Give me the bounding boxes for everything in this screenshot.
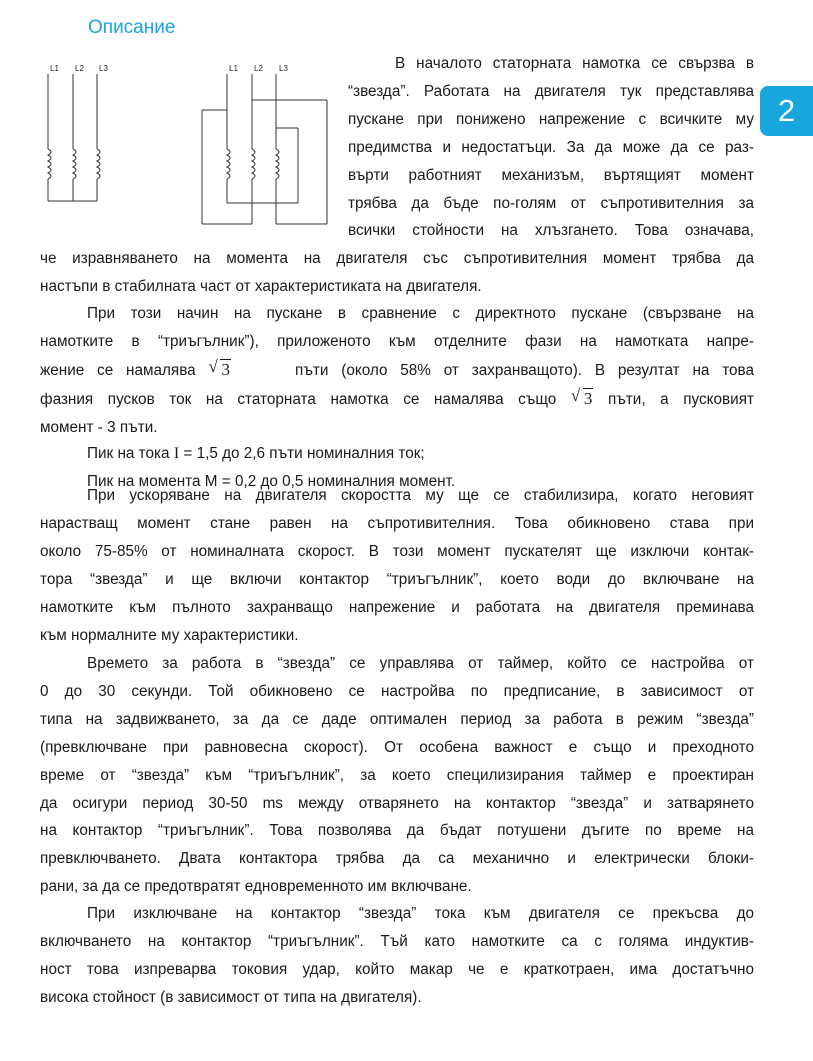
- text-line: “звезда”. Работата на двигателя тук представлява: [348, 82, 754, 100]
- text-line: че изравняването на момента на двигателя със съпротивителния момент трябва да: [40, 250, 754, 267]
- right-label-l1: L1: [229, 64, 238, 73]
- text-line: предимства и недостатъци. За да може да се раз-: [348, 138, 754, 156]
- text-line: да осигури период 30-50 ms между отварянето на контактор “звезда” и затварянето: [40, 794, 754, 812]
- text-line: ност това изпреварва токовия удар, който макар че е краткотраен, има достатъчно: [40, 960, 754, 978]
- sqrt-formula: √ 3: [208, 356, 230, 379]
- paragraph-4: [40, 650, 754, 901]
- text-line: време от “звезда” към “триъгълник”, за което специлизирания таймер е проектиран: [40, 766, 754, 784]
- text-line: към нормалните му характеристики.: [40, 626, 299, 644]
- text-line: върти работният механизъм, въртящият момент: [348, 166, 754, 184]
- text-line: При ускоряване на двигателя скоростта му ще се стабилизира, когато неговият: [87, 487, 754, 504]
- left-label-l3: L3: [99, 64, 108, 73]
- paragraph-3: [40, 482, 754, 649]
- text-line: При изключване на контактор “звезда” тока към двигателя се прекъсва до: [87, 905, 754, 922]
- sqrt-value: 3: [583, 388, 593, 408]
- text-line: Времето за работа в “звезда” се управлява от таймер, който се настройва от: [87, 655, 754, 672]
- paragraph-1-rest: [40, 245, 754, 301]
- text-line: трябва да бъде по-голям от съпротивителния за: [348, 194, 754, 212]
- text-segment: фазния пусков ток на статорната намотка се намалява също: [40, 390, 557, 408]
- text-segment: жение се намалява: [40, 361, 196, 379]
- chapter-tab: 2: [760, 86, 813, 136]
- text-line: рани, за да се предотвратят едновременното им включване.: [40, 878, 472, 896]
- text-line: намотките към пълното захранващо напрежение и работата на двигателя преминава: [40, 598, 754, 616]
- text-line: превключването. Двата контактора трябва да са механично и електрически блоки-: [40, 850, 754, 868]
- text-line: на контактор “триъгълник”. Това позволява да бъдат потушени дъгите по време на: [40, 822, 754, 840]
- text-line: При този начин на пускане в сравнение с директното пускане (свързване на: [87, 305, 754, 322]
- right-label-l2: L2: [254, 64, 263, 73]
- text-line: висока стойност (в зависимост от типа на двигателя).: [40, 988, 422, 1006]
- current-symbol: I: [173, 445, 180, 462]
- left-label-l2: L2: [75, 64, 84, 73]
- text-line: В началото статорната намотка се свързва в: [395, 55, 754, 72]
- text-line: намотките в “триъгълник”), приложеното към отделните фази на намотката напре-: [40, 332, 754, 350]
- text-segment: пъти, а пусковият: [607, 390, 754, 408]
- text-line: настъпи в стабилната част от характеристиката на двигателя.: [40, 277, 482, 295]
- text-line: (превключване при равновесна скорост). От особена важност е също и преходното: [40, 738, 754, 756]
- paragraph-1-top: [348, 50, 754, 245]
- current-peak-line: [40, 440, 754, 468]
- text-line: всички стойности на хлъзгането. Това означава,: [348, 222, 754, 240]
- sqrt-formula: √ 3: [570, 385, 593, 408]
- text-line: около 75-85% от номиналната скорост. В този момент пускателят ще изключи контак-: [40, 542, 754, 560]
- text-segment: = 1,5 до 2,6 пъти номиналния ток;: [183, 445, 425, 462]
- text-segment: пъти (около 58% от захранващото). В резултат на това: [295, 361, 755, 379]
- paragraph-5: [40, 900, 754, 1012]
- text-line: типа на задвижването, за да се даде оптимален период за работа в режим “звезда”: [40, 710, 754, 728]
- star-delta-diagram: [30, 58, 330, 230]
- paragraph-2: [40, 300, 754, 442]
- left-label-l1: L1: [50, 64, 59, 73]
- text-line-with-sqrt: [40, 356, 754, 385]
- text-line: момент - 3 пъти.: [40, 418, 158, 436]
- sqrt-value: 3: [221, 359, 230, 379]
- text-line-with-sqrt: [40, 385, 754, 414]
- text-line: включването на контактор “триъгълник”. Тъй като намотките са с голяма индуктив-: [40, 932, 754, 950]
- moment-peak-line: Пик на момента М = 0,2 до 0,5 номиналния момент.: [87, 472, 456, 490]
- text-line: пускане при понижено напрежение с всичките му: [348, 110, 754, 128]
- text-segment: Пик на тока: [87, 445, 170, 462]
- text-line: 0 до 30 секунди. Той обикновено се настройва по предписание, в зависимост от: [40, 682, 754, 700]
- text-line: тора “звезда” и ще включи контактор “триъгълник”, което води до включване на: [40, 570, 754, 588]
- section-heading: Описание: [88, 17, 176, 38]
- right-label-l3: L3: [279, 64, 288, 73]
- text-line: нарастващ момент стане равен на съпротивителния. Това обикновено става при: [40, 514, 754, 532]
